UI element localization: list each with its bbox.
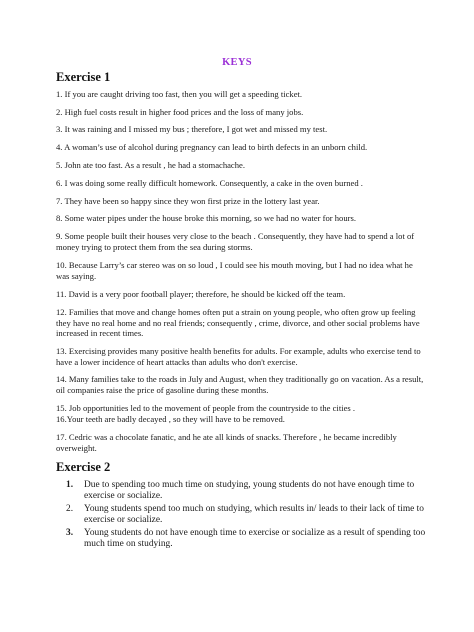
exercise1-item: 2. High fuel costs result in higher food prices and the loss of many jobs. xyxy=(56,107,304,117)
list-number: 3. xyxy=(66,528,74,538)
exercise1-item: 5. John ate too fast. As a result , he had a stomachache. xyxy=(56,160,246,170)
exercise1-item: 9. Some people built their houses very close to the beach . Consequently, they have had to spend a lot of money trying to protect them from the sea during storms. xyxy=(56,231,415,252)
exercise2-item xyxy=(66,480,426,502)
exercise1-item: 8. Some water pipes under the house broke this morning, so we had no water for hours. xyxy=(56,213,357,223)
exercise1-item: 10. Because Larry’s car stereo was on so loud , I could see his mouth moving, but I had no idea what he was saying. xyxy=(56,260,413,281)
page-title: KEYS xyxy=(222,57,252,68)
exercise2-item-text: Young students do not have enough time to exercise or socialize as a result of spending too much time on studying. xyxy=(84,528,426,549)
list-number: 2. xyxy=(66,504,74,514)
exercise1-item: 6. I was doing some really difficult homework. Consequently, a cake in the oven burned . xyxy=(56,178,363,188)
exercise2-list xyxy=(66,480,426,552)
exercise1-item: 1. If you are caught driving too fast, then you will get a speeding ticket. xyxy=(56,89,303,99)
exercise1-item: 17. Cedric was a chocolate fanatic, and he ate all kinds of snacks. Therefore , he became incredibly overweight. xyxy=(56,432,397,453)
exercise1-item: 12. Families that move and change homes often put a strain on young people, who often grow up feeling they have no real home and no real friends; consequently , crime, divorce, and other social problems have increased in recent times. xyxy=(56,307,420,339)
exercise2-item-text: Due to spending too much time on studying, young students do not have enough time to exercise or socialize. xyxy=(84,480,415,501)
exercise1-item: 3. It was raining and I missed my bus ; therefore, I got wet and missed my test. xyxy=(56,124,328,134)
list-number: 1. xyxy=(66,480,74,490)
exercise1-item: 7. They have been so happy since they won first prize in the lottery last year. xyxy=(56,196,320,206)
exercise1-item: 14. Many families take to the roads in July and August, when they traditionally go on vacation. As a result, oil companies raise the price of gasoline during these months. xyxy=(56,374,424,395)
exercise2-heading: Exercise 2 xyxy=(56,460,111,474)
exercise1-item: 15. Job opportunities led to the movement of people from the countryside to the cities . xyxy=(56,403,356,413)
exercise1-item: 4. A woman’s use of alcohol during pregnancy can lead to birth defects in an unborn child. xyxy=(56,142,368,152)
exercise1-item: 13. Exercising provides many positive health benefits for adults. For example, adults who exercise tend to have a lower incidence of heart attacks than adults who don't exercise. xyxy=(56,346,421,367)
exercise1-item: 16.Your teeth are badly decayed , so they will have to be removed. xyxy=(56,414,285,424)
exercise2-item xyxy=(66,504,426,526)
exercise2-item-text: Young students spend too much on studying, which results in/ leads to their lack of time to exercise or socialize. xyxy=(84,504,424,525)
exercise1-item: 11. David is a very poor football player; therefore, he should be kicked off the team. xyxy=(56,289,346,299)
exercise2-item xyxy=(66,528,426,550)
exercise1-heading: Exercise 1 xyxy=(56,70,111,84)
